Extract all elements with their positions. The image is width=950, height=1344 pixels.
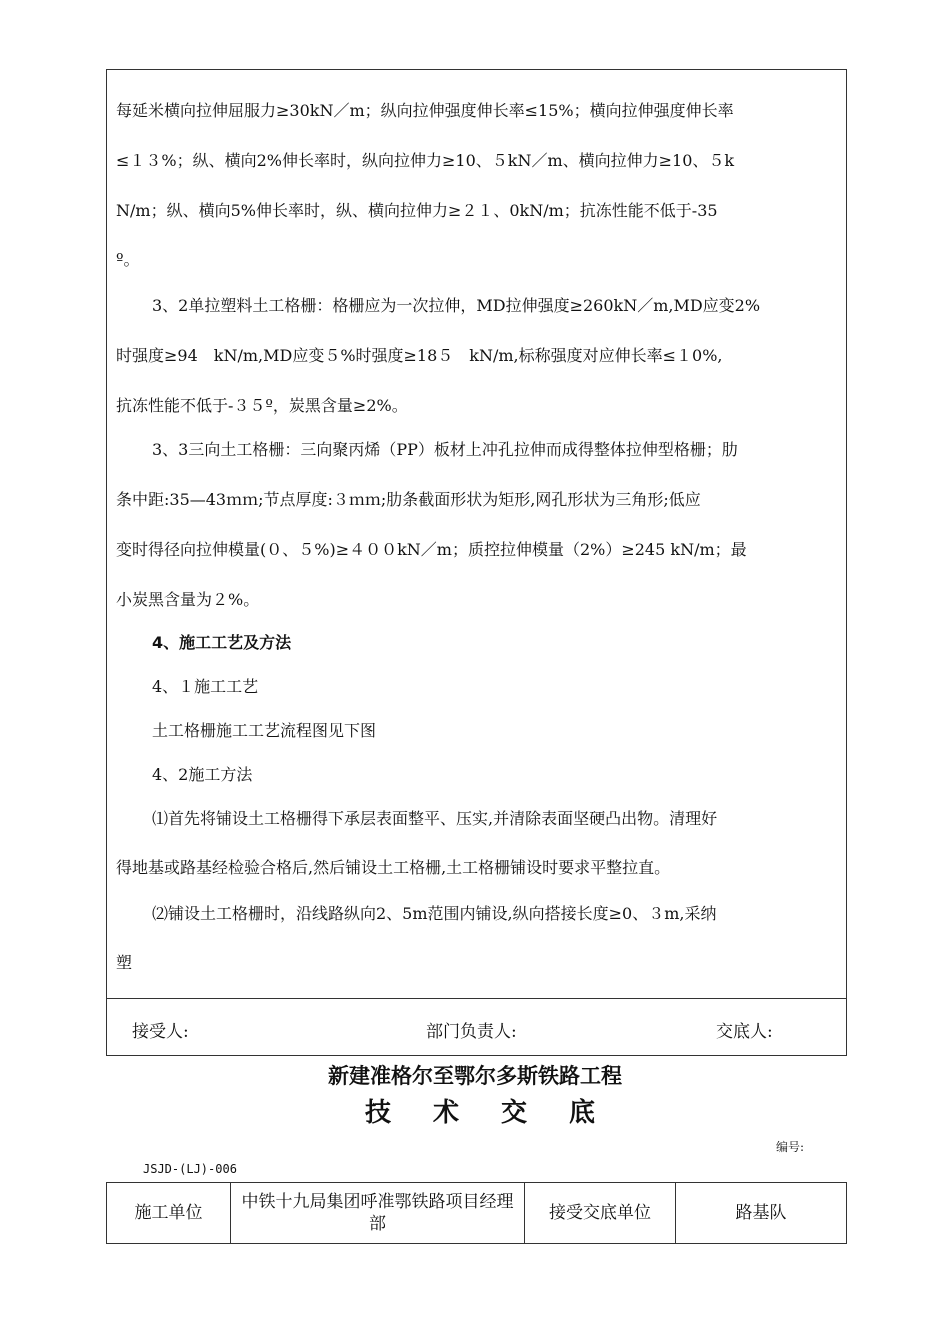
body-line: 3、3三向土工格栅：三向聚丙烯（PP）板材上冲孔拉伸而成得整体拉伸型格栅；肋	[152, 440, 738, 459]
receiver-signature-label: 接受人:	[132, 1022, 189, 1042]
section-heading: 4、施工工艺及方法	[152, 633, 292, 652]
table-row	[107, 1183, 847, 1244]
document-title-char: 交	[501, 1098, 528, 1128]
document-title-char: 底	[569, 1098, 596, 1128]
document-number-label: 编号:	[776, 1140, 805, 1154]
body-line: ⑵铺设土工格栅时，沿线路纵向2、5m范围内铺设,纵向搭接长度≥0、３m,采纳	[152, 904, 717, 923]
body-line: 时强度≥94 kN/m,MD应变５%时强度≥18５ kN/m,标称强度对应伸长率≤１0%,	[116, 346, 723, 365]
body-line: ⑴首先将铺设土工格栅得下承层表面整平、压实,并清除表面坚硬凸出物。清理好	[152, 809, 718, 828]
body-line: 抗冻性能不低于-３５º，炭黑含量≥2%。	[116, 396, 408, 415]
info-table	[106, 1182, 847, 1244]
body-line: 土工格栅施工工艺流程图见下图	[152, 721, 377, 740]
body-line: 每延米横向拉伸屈服力≥30kN／m；纵向拉伸强度伸长率≤15%；横向拉伸强度伸长率	[116, 101, 734, 120]
document-code: JSJD-(LJ)-006	[143, 1162, 237, 1176]
subsection-heading: 4、１施工工艺	[152, 677, 259, 696]
unit-label-cell: 施工单位	[107, 1183, 231, 1244]
body-line: º。	[116, 250, 140, 269]
signature-divider	[107, 998, 846, 999]
body-line: 3、2单拉塑料土工格栅：格栅应为一次拉伸，MD拉伸强度≥260kN／m,MD应变2%	[152, 296, 761, 315]
body-line: 变时得径向拉伸模量(０、５%)≥４００kN／m；质控拉伸模量（2%）≥245 kN/m；最	[116, 540, 747, 559]
subsection-heading: 4、2施工方法	[152, 765, 253, 784]
document-title-char: 术	[433, 1098, 460, 1128]
project-title: 新建准格尔至鄂尔多斯铁路工程	[328, 1064, 622, 1088]
body-line: 条中距:35—43ｍｍ;节点厚度:３ｍｍ;肋条截面形状为矩形,网孔形状为三角形;低应	[116, 490, 701, 509]
receiving-label-cell: 接受交底单位	[525, 1183, 676, 1244]
body-line: ≤１３%；纵、横向2%伸长率时，纵向拉伸力≥10、５kN／m、横向拉伸力≥10、５k	[116, 151, 735, 170]
receiving-value-cell: 路基队	[676, 1183, 847, 1244]
document-title-char: 技	[365, 1098, 392, 1128]
document-title	[365, 1092, 637, 1129]
body-line: 得地基或路基经检验合格后,然后铺设土工格栅,土工格栅铺设时要求平整拉直。	[116, 858, 671, 877]
dept-head-signature-label: 部门负责人:	[426, 1022, 517, 1042]
presenter-signature-label: 交底人:	[716, 1022, 773, 1042]
body-line: N/m；纵、横向5%伸长率时，纵、横向拉伸力≥２１、0kN/m；抗冻性能不低于-35	[116, 201, 718, 220]
body-line: 塑	[116, 953, 133, 972]
body-line: 小炭黑含量为２%。	[116, 590, 260, 609]
unit-value-cell: 中铁十九局集团呼准鄂铁路项目经理部	[231, 1183, 525, 1244]
